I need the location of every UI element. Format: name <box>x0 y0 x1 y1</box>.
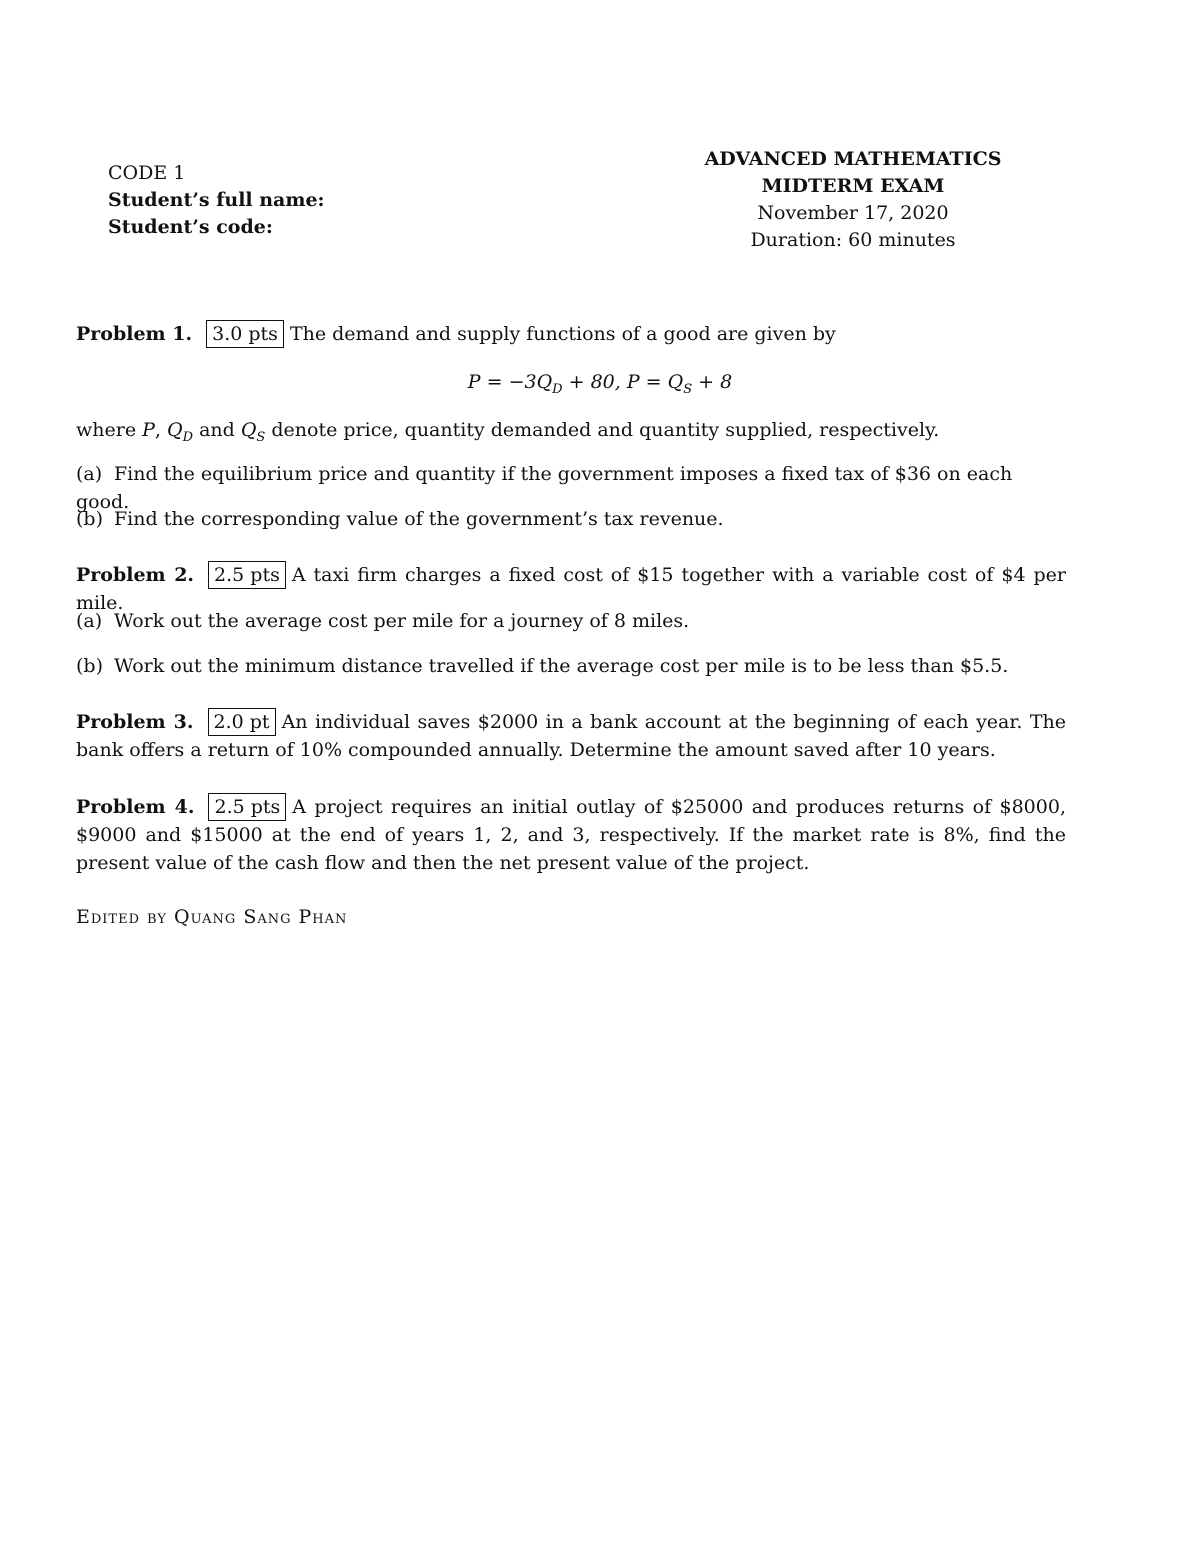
problem-1-part-a-label: (a) <box>76 463 103 485</box>
problem-2-intro: A taxi firm charges a fixed cost of $15 together with a variable cost of $4 per mile. <box>76 564 1066 614</box>
student-info-block <box>108 160 528 241</box>
problem-4-text: A project requires an initial outlay of $25000 and produces returns of $8000, $9000 and $15000 at the end of years 1, 2, and 3, respectively. If the market rate is 8%, find the present value of the cash flow and then the net present value of the project. <box>76 796 1066 874</box>
problem-1-title: Problem 1. <box>76 323 193 345</box>
problem-2-part-b <box>76 652 1066 680</box>
problem-3-points: 2.0 pt <box>208 708 276 736</box>
problem-1-where-text: denote price, quantity demanded and quantity supplied, respectively. <box>271 419 940 441</box>
problem-1-part-b-label: (b) <box>76 508 103 530</box>
problem-2-part-a-label: (a) <box>76 610 103 632</box>
problem-1-intro: The demand and supply functions of a good are given by <box>289 323 836 345</box>
problem-1-where: where P, $Q_D$ and $Q_S$ denote price, quantity demanded and quantity supplied, respectively. <box>76 419 940 445</box>
problem-2-part-b-text: Work out the minimum distance travelled if the average cost per mile is to be less than $5.5. <box>114 655 1009 677</box>
problem-1-part-a-text: Find the equilibrium price and quantity if the government imposes a fixed tax of $36 on each good. <box>76 463 1013 513</box>
problem-1-where-prefix: where <box>76 419 137 441</box>
exam-title: MIDTERM EXAM <box>761 175 945 197</box>
exam-code: CODE 1 <box>108 162 186 184</box>
student-code-label: Student’s code: <box>108 216 273 238</box>
problem-1-equation: $P = -3Q_D + 80$, $P = Q_S + 8$ <box>467 371 733 397</box>
exam-duration: Duration: 60 minutes <box>750 229 956 251</box>
problem-2-part-b-label: (b) <box>76 655 103 677</box>
problem-2-part-a <box>76 607 1066 635</box>
editor-credit: Edited by Quang Sang Phan <box>76 906 348 928</box>
course-title: ADVANCED MATHEMATICS <box>704 148 1002 170</box>
exam-date: November 17, 2020 <box>757 202 949 224</box>
problem-2-points: 2.5 pts <box>208 561 286 589</box>
problem-2-title: Problem 2. <box>76 564 195 586</box>
problem-1-statement <box>76 320 1066 348</box>
problem-4-points: 2.5 pts <box>208 793 286 821</box>
problem-3-text: An individual saves $2000 in a bank account at the beginning of each year. The bank offers a return of 10% compounded annually. Determine the amount saved after 10 years. <box>76 711 1066 761</box>
problem-3-statement <box>76 708 1066 764</box>
exam-title-block <box>650 146 1056 254</box>
problem-4-statement <box>76 793 1066 877</box>
problem-1-part-b <box>76 505 1066 533</box>
problem-2-part-a-text: Work out the average cost per mile for a journey of 8 miles. <box>114 610 690 632</box>
problem-1-part-b-text: Find the corresponding value of the government’s tax revenue. <box>114 508 724 530</box>
student-name-label: Student’s full name: <box>108 189 325 211</box>
problem-1-points: 3.0 pts <box>206 320 284 348</box>
problem-4-title: Problem 4. <box>76 796 195 818</box>
problem-3-title: Problem 3. <box>76 711 194 733</box>
